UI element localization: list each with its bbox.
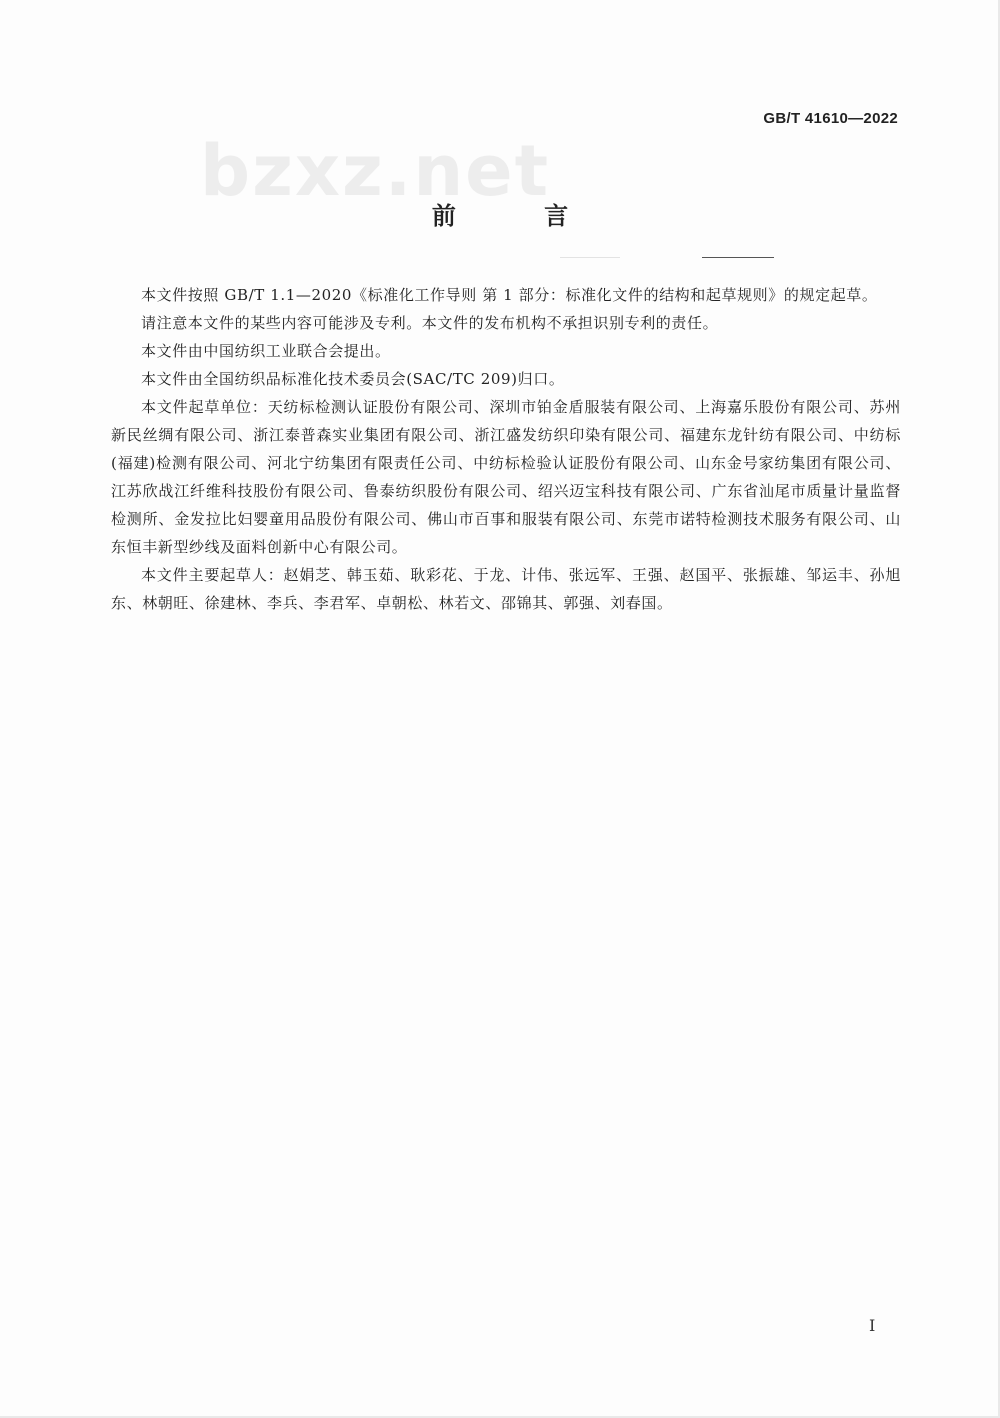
standard-number: GB/T 41610—2022	[763, 110, 898, 127]
foreword-body	[111, 281, 901, 617]
watermark: bzxz.net	[200, 130, 551, 212]
paragraph-main-drafters: 本文件主要起草人：赵娟芝、韩玉茹、耿彩花、于龙、计伟、张远军、王强、赵国平、张振雄、邹运丰、孙旭东、林朝旺、徐建林、李兵、李君军、卓朝松、林若文、邵锦其、郭强、刘春国。	[111, 566, 901, 612]
paragraph-drafting-units: 本文件起草单位：天纺标检测认证股份有限公司、深圳市铂金盾服装有限公司、上海嘉乐股份有限公司、苏州新民丝绸有限公司、浙江泰普森实业集团有限公司、浙江盛发纺织印染有限公司、福建东龙针纺有限公司、中纺标(福建)检测有限公司、河北宁纺集团有限责任公司、中纺标检验认证股份有限公司、山东金号家纺集团有限公司、江苏欣战江纤维科技股份有限公司、鲁泰纺织股份有限公司、绍兴迈宝科技有限公司、广东省汕尾市质量计量监督检测所、金发拉比妇婴童用品股份有限公司、佛山市百事和服装有限公司、东莞市诺特检测技术服务有限公司、山东恒丰新型纱线及面料创新中心有限公司。	[111, 398, 901, 556]
page-number: I	[869, 1316, 876, 1335]
title-divider	[702, 257, 774, 258]
paragraph-drafting-rules: 本文件按照 GB/T 1.1—2020《标准化工作导则 第 1 部分：标准化文件的结构和起草规则》的规定起草。	[141, 286, 878, 304]
faint-divider	[560, 257, 620, 258]
page-title: 前 言	[431, 202, 609, 230]
paragraph-proposer: 本文件由中国纺织工业联合会提出。	[141, 342, 391, 360]
paragraph-committee: 本文件由全国纺织品标准化技术委员会(SAC/TC 209)归口。	[141, 370, 565, 388]
paragraph-patent-notice: 请注意本文件的某些内容可能涉及专利。本文件的发布机构不承担识别专利的责任。	[141, 314, 719, 332]
